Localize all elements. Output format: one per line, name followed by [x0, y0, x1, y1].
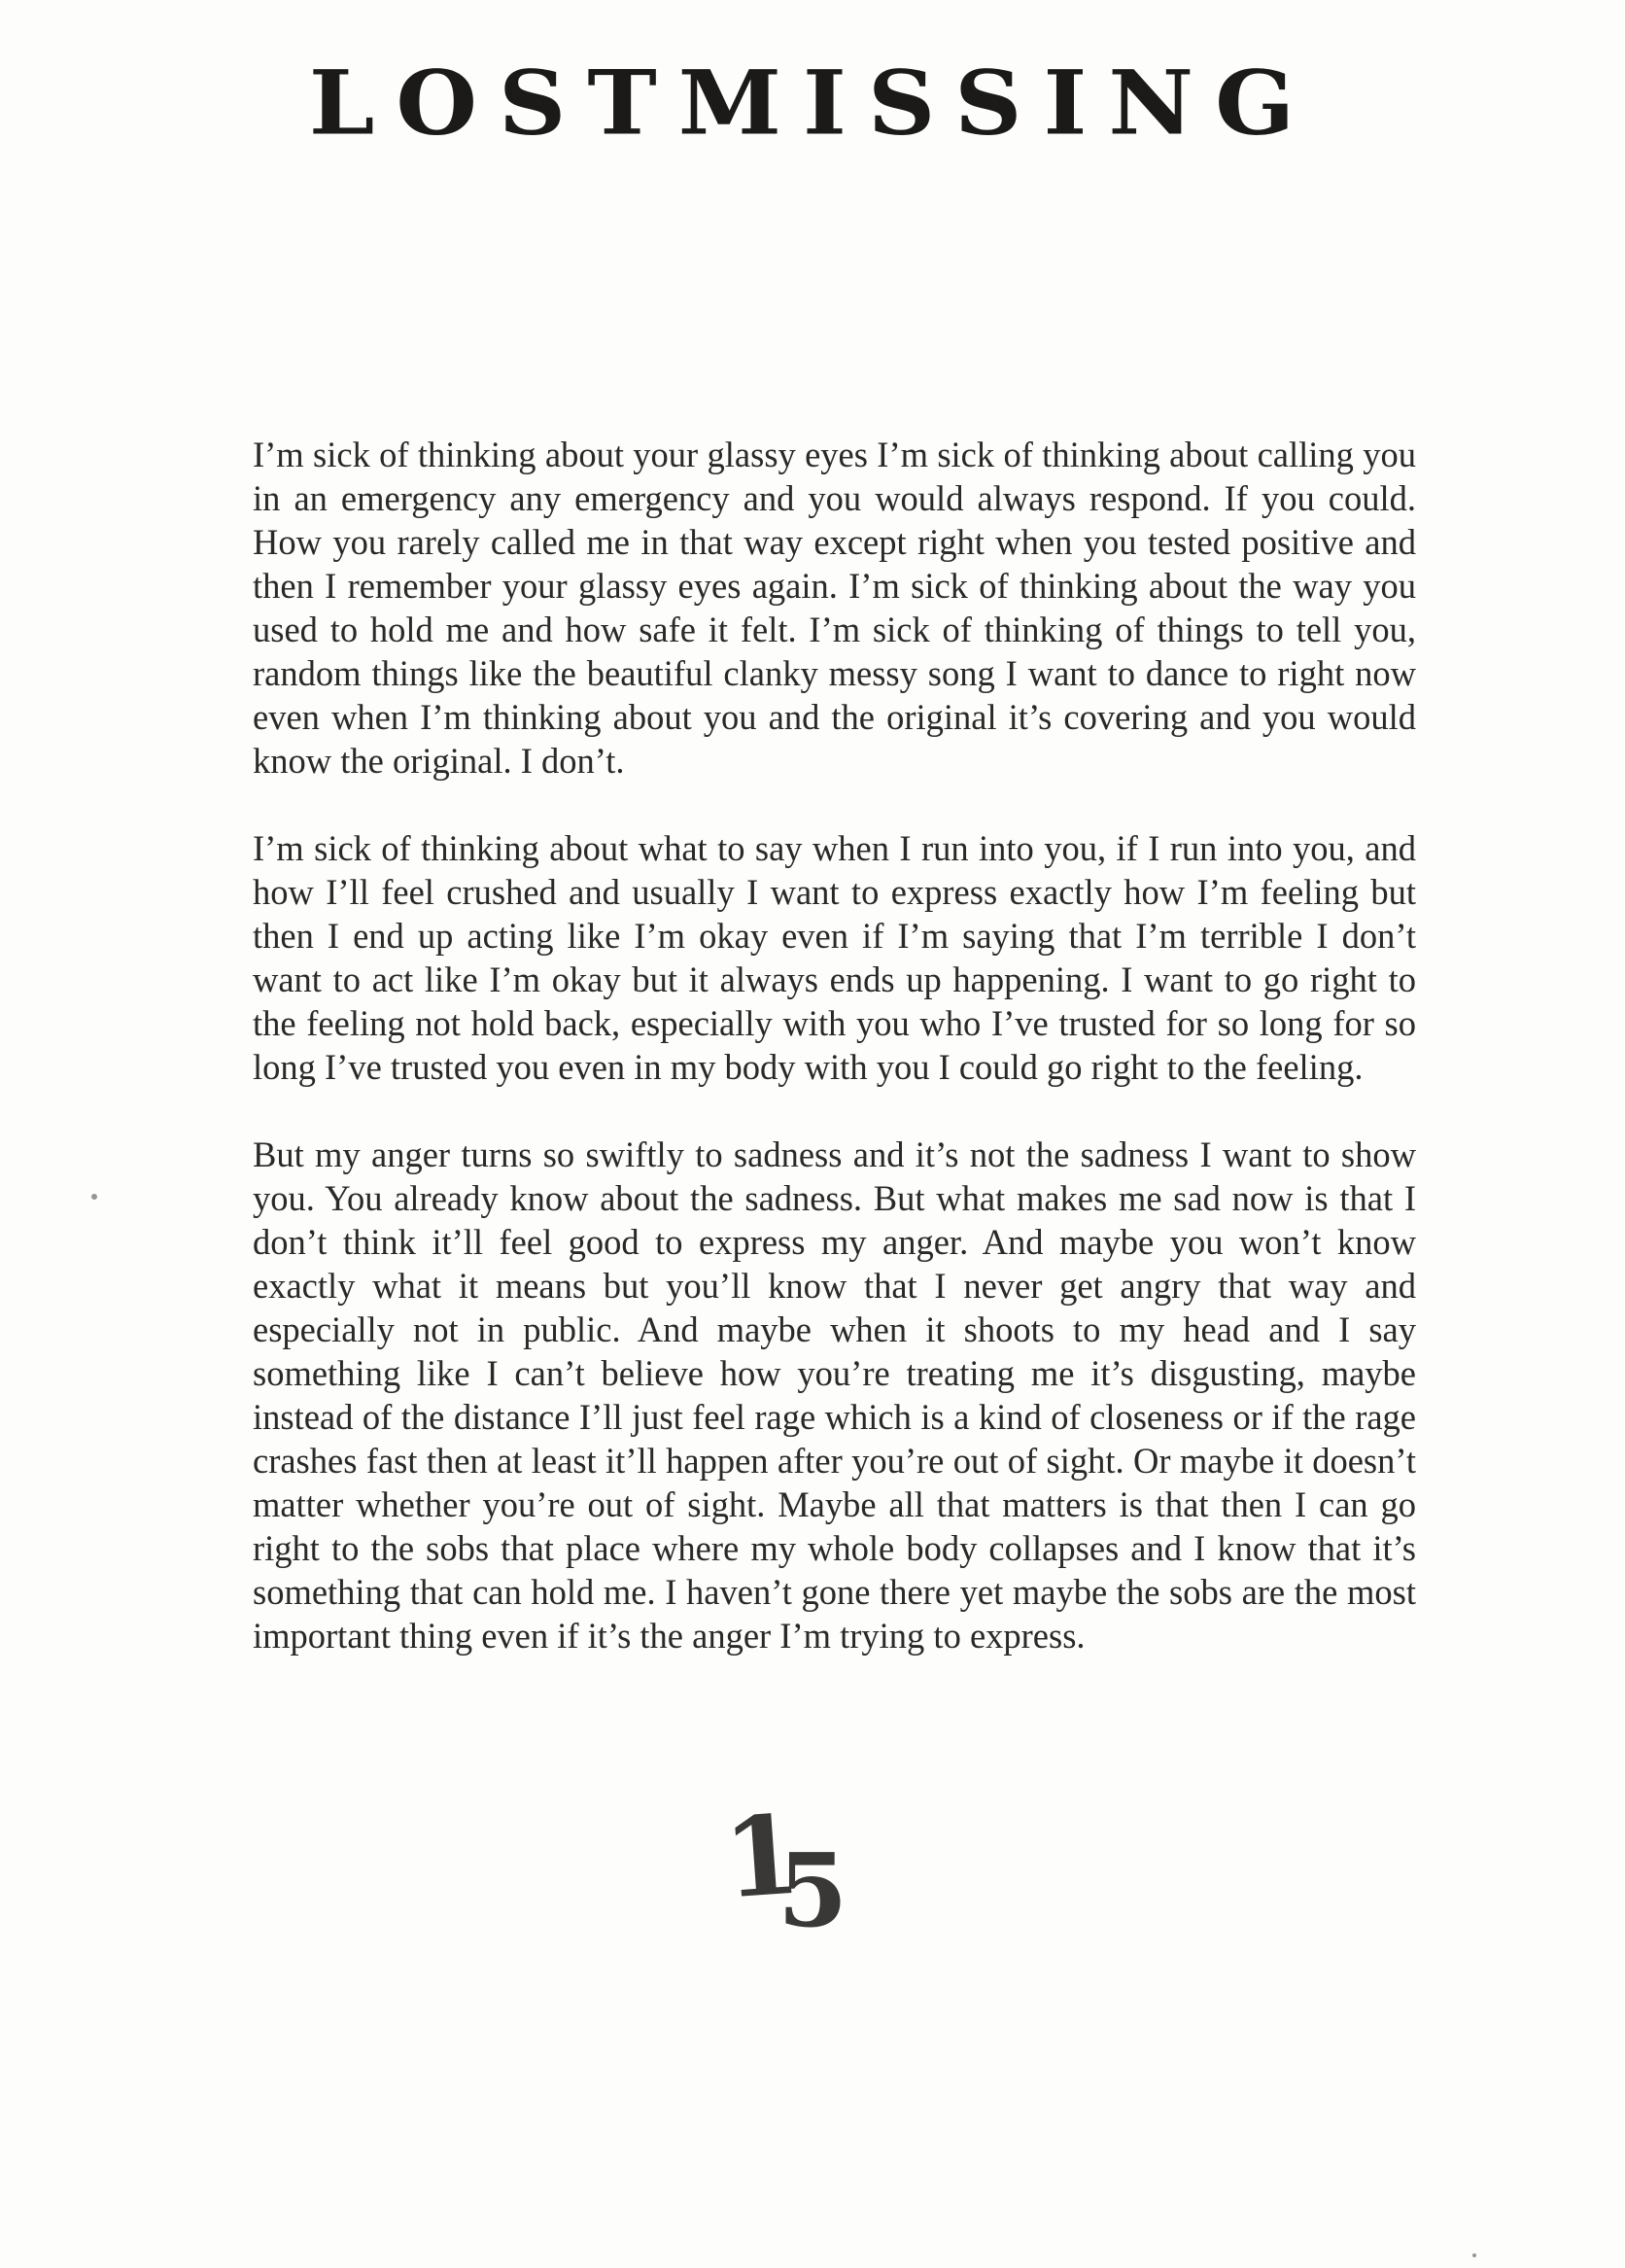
page-number-digit-1: 1	[719, 1791, 805, 1924]
paragraph-3: But my anger turns so swiftly to sadness and it’s not the sadness I want to show you. You already know about the sadness. But what makes me sad now is that I don’t think it’ll feel good to express my anger. And maybe you won’t know exactly what it means but you’ll know that I never get angry that way and especially not in public. And maybe when it shoots to my head and I say something like I can’t believe how you’re treating me it’s disgusting, maybe instead of the distance I’ll just feel rage which is a kind of closeness or if the rage crashes fast then at least it’ll happen after you’re out of sight. Or maybe it doesn’t matter whether you’re out of sight. Maybe all that matters is that then I can go right to the sobs that place where my whole body collapses and I know that it’s something that can hold me. I haven’t gone there yet maybe the sobs are the most important thing even if it’s the anger I’m trying to express.	[253, 1134, 1416, 1656]
body-text	[253, 433, 1416, 1657]
paragraph-2: I’m sick of thinking about what to say when I run into you, if I run into you, and how I’ll feel crushed and usually I want to express exactly how I’m feeling but then I end up acting like I’m okay even if I’m saying that I’m terrible I don’t want to act like I’m okay but it always ends up happening. I want to go right to the feeling not hold back, especially with you who I’ve trusted for so long for so long I’ve trusted you even in my body with you I could go right to the feeling.	[253, 828, 1416, 1087]
page-number	[719, 1791, 870, 1950]
paragraph-1: I’m sick of thinking about your glassy eyes I’m sick of thinking about calling you in an emergency any emergency and you would always respond. If you could. How you rarely called me in that way except right when you tested positive and then I remember your glassy eyes again. I’m sick of thinking about the way you used to hold me and how safe it felt. I’m sick of thinking of things to tell you, random things like the beautiful clanky messy song I want to dance to right now even when I’m thinking about you and the original it’s covering and you would know the original. I don’t.	[253, 435, 1416, 781]
page-title: LOSTMISSING	[308, 50, 1317, 156]
page-number-digit-2: 5	[778, 1831, 848, 1950]
ink-speck	[1472, 2253, 1476, 2257]
ink-speck	[91, 1194, 97, 1200]
